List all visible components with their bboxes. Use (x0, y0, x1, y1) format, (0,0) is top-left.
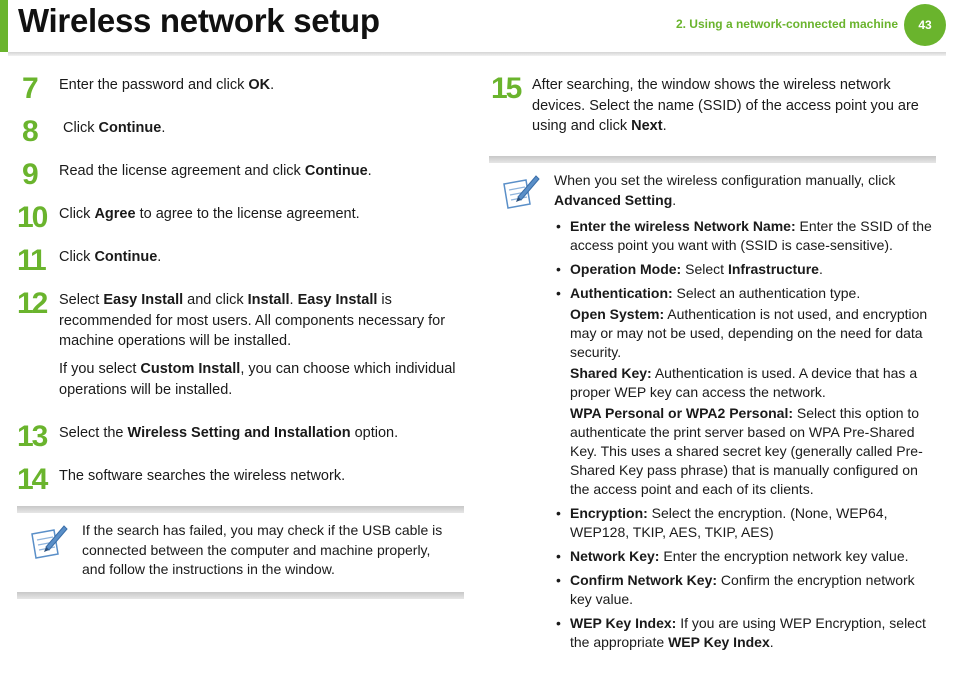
note-top-bar (489, 156, 936, 163)
page-number-badge: 43 (904, 4, 946, 46)
auth-option: Shared Key: Authentication is used. A device that has a proper WEP key can access the network. (570, 365, 918, 400)
step-text: If you select Custom Install, you can choose which individual operations will be installed. (59, 361, 456, 398)
step-text: Select the Wireless Setting and Installation option. (59, 425, 399, 441)
step-text: Click Continue. (59, 120, 166, 136)
list-item: • Authentication: Select an authentication type. Open System: Authentication is not used, and encryption may or may not be used, depending on the need for data security. Shared Key: Authentication is used. A device that has a proper WEP key can access the network. WPA Personal or WPA2 Personal: Select this option to authenticate the print server based on WPA Pre-Shared Key. This uses a shared secret key (generally called Pre-Shared Key pass phrase) that is manually configured on the access point and each of its clients. (556, 284, 936, 499)
note-text: If the search has failed, you may check if the USB cable is connected between the computer and machine properly, and follow the instructions in the window. (82, 522, 443, 577)
list-item: • Network Key: Enter the encryption network key value. (556, 548, 909, 564)
header-divider (8, 52, 946, 56)
step-text: The software searches the wireless network. (59, 468, 346, 484)
page-title: Wireless network setup (18, 2, 380, 39)
step-number: 14 (17, 463, 47, 496)
step-text: Enter the password and click OK. (59, 77, 275, 93)
list-item: • Encryption: Select the encryption. (None, WEP64, WEP128, TKIP, AES, TKIP, AES) (556, 505, 888, 540)
list-item: • Operation Mode: Select Infrastructure. (556, 261, 823, 277)
step-text: After searching, the window shows the wireless network devices. Select the name (SSID) of the access point you are using and click Next. (532, 77, 919, 134)
auth-option: Open System: Authentication is not used, and encryption may or may not be used, depending on the need for data security. (570, 306, 928, 360)
step-number: 12 (17, 287, 47, 320)
step-text: Select Easy Install and click Install. Easy Install is recommended for most users. All components necessary for machine operations will be installed. (59, 292, 446, 349)
note-pencil-icon (26, 520, 68, 565)
step-number: 10 (17, 201, 47, 234)
chapter-label: 2. Using a network-connected machine (675, 17, 898, 31)
step-number: 15 (491, 72, 521, 105)
note-intro: When you set the wireless configuration manually, click Advanced Setting. (554, 172, 896, 208)
auth-option: WPA Personal or WPA2 Personal: Select this option to authenticate the print server based on WPA Pre-Shared Key. This uses a shared secret key (generally called Pre-Shared Key pass phrase) that is manually configured on the access point and each of its clients. (570, 405, 923, 497)
note-top-bar (17, 506, 464, 513)
header-accent-bar (0, 0, 8, 52)
note-pencil-icon (498, 170, 540, 215)
step-text: Click Agree to agree to the license agreement. (59, 206, 360, 222)
list-item: • Confirm Network Key: Confirm the encryption network key value. (556, 572, 915, 607)
settings-list (556, 217, 936, 657)
list-item: • Enter the wireless Network Name: Enter the SSID of the access point you want with (SSID is case-sensitive). (556, 218, 932, 253)
step-number: 9 (22, 158, 37, 191)
step-number: 8 (22, 115, 37, 148)
step-number: 11 (17, 244, 45, 277)
note-bottom-bar (17, 592, 464, 599)
step-text: Read the license agreement and click Continue. (59, 163, 372, 179)
list-item: • WEP Key Index: If you are using WEP Encryption, select the appropriate WEP Key Index. (556, 615, 926, 650)
step-number: 7 (22, 72, 37, 105)
step-number: 13 (17, 420, 47, 453)
step-text: Click Continue. (59, 249, 162, 265)
